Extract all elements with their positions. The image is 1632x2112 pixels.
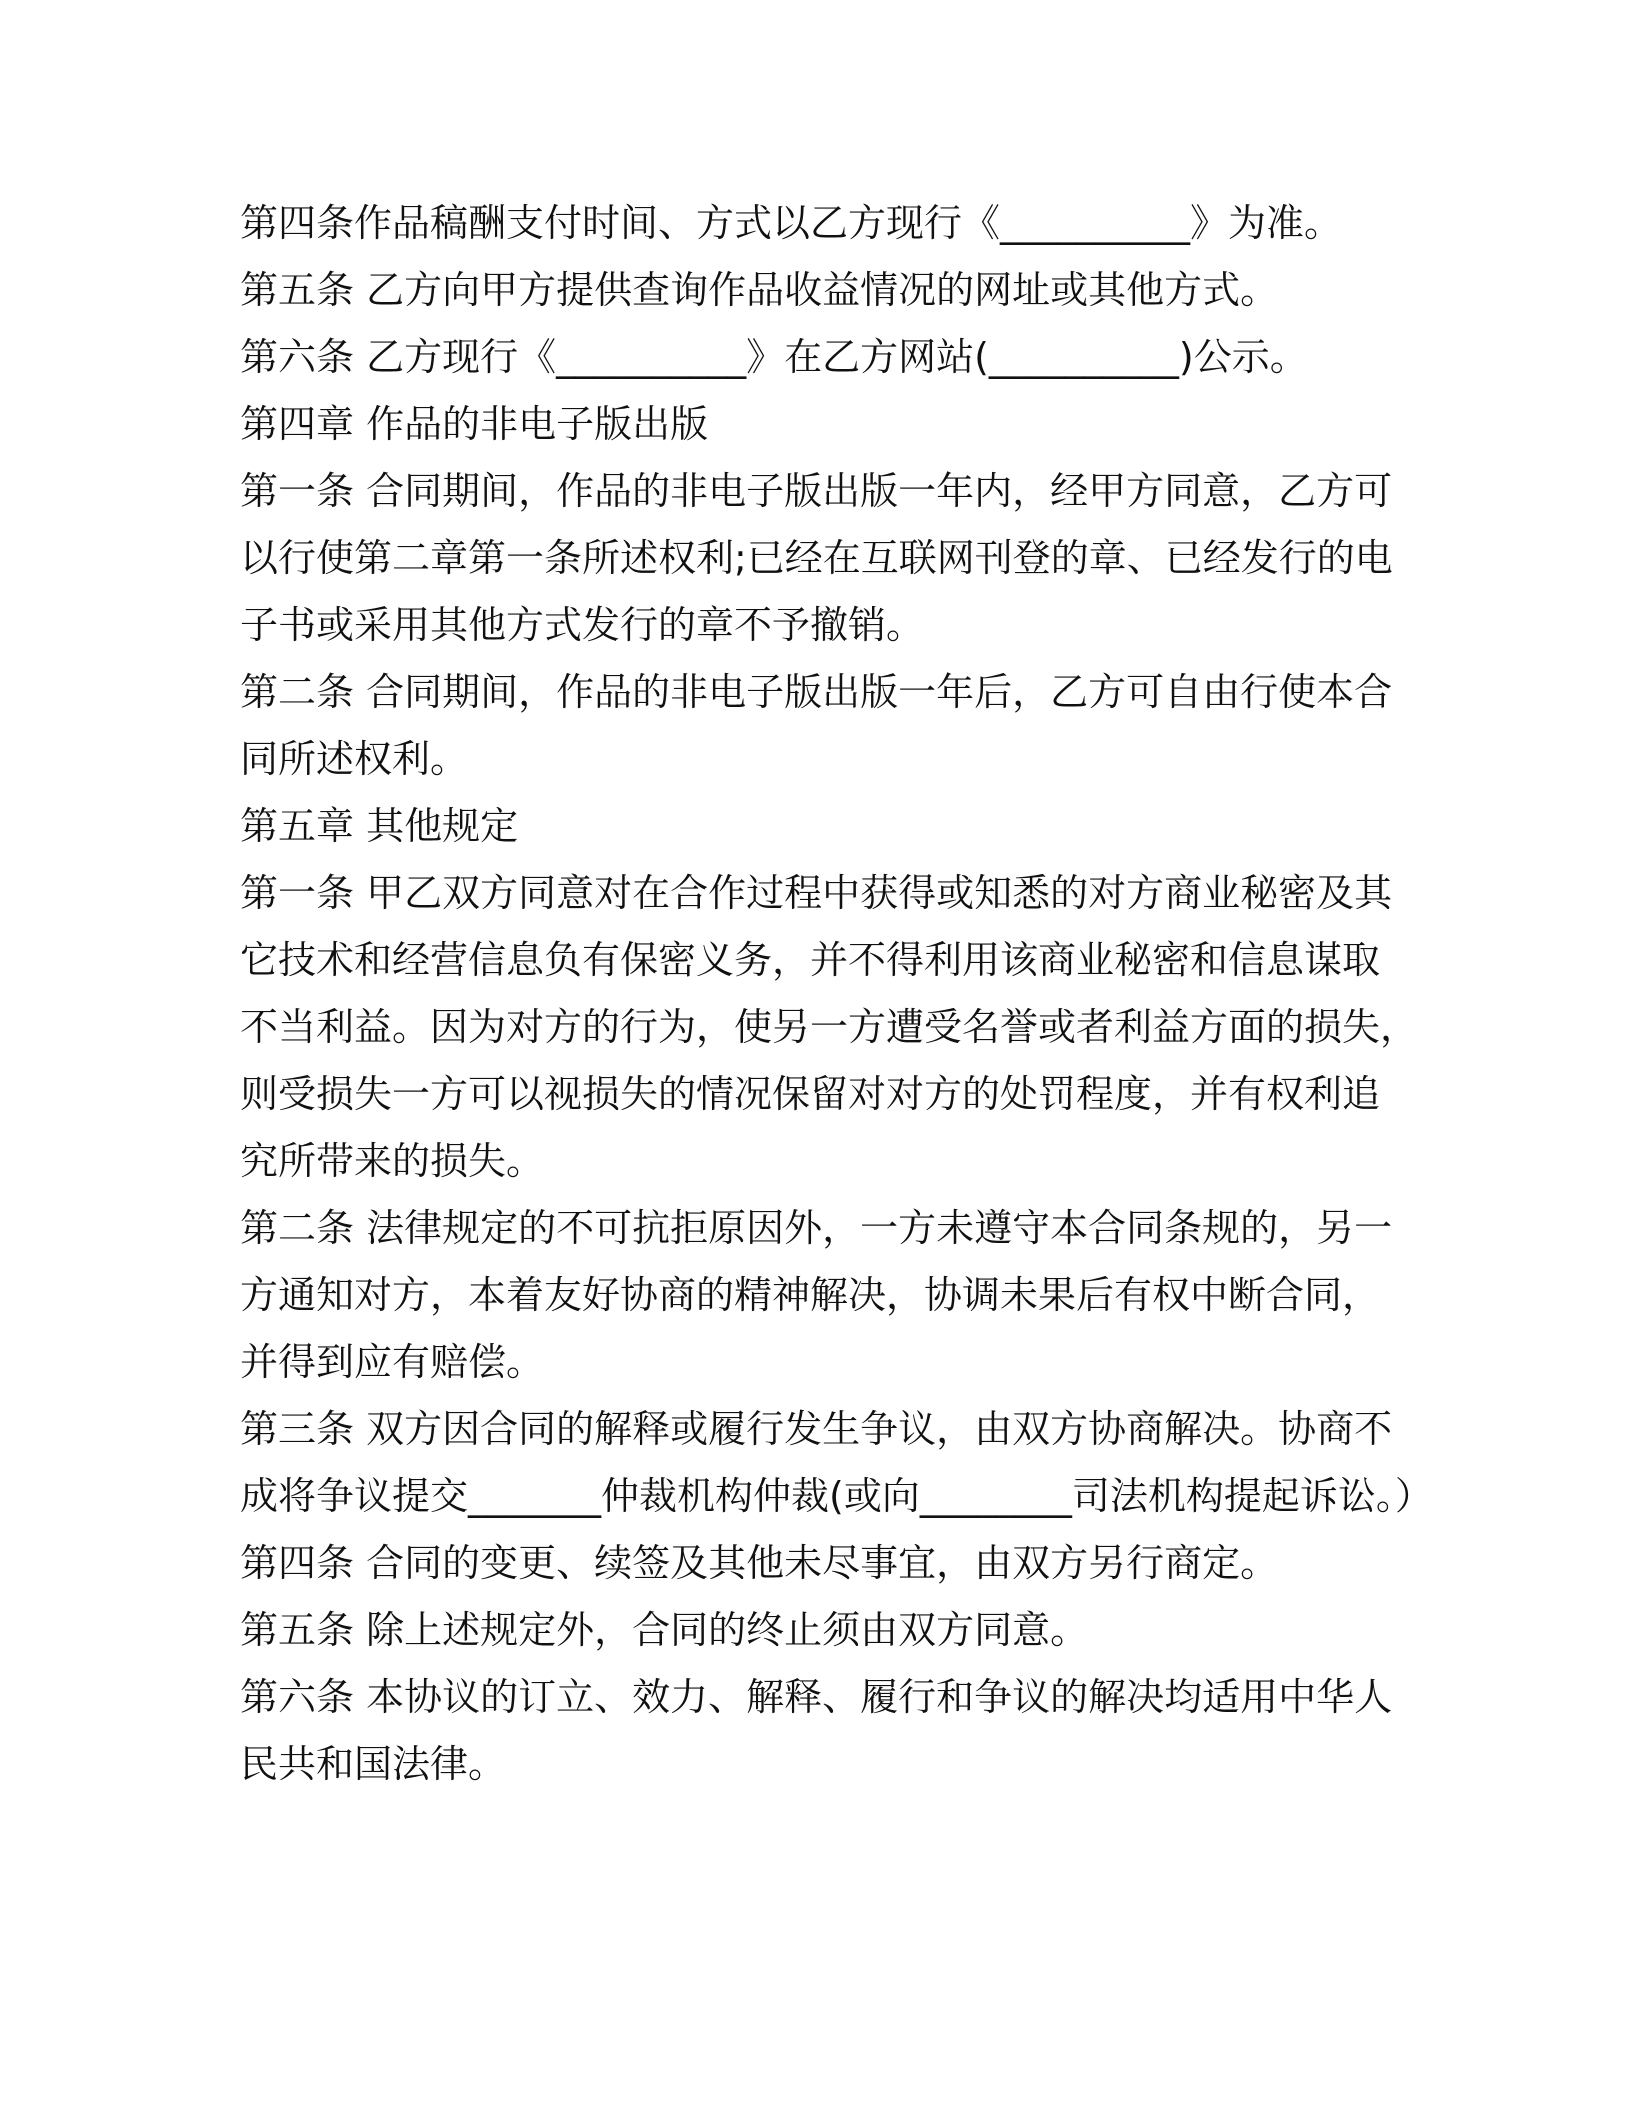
clause-line: 究所带来的损失。: [240, 1139, 545, 1183]
clause-line: 方通知对方，本着友好协商的精神解决，协调未果后有权中断合同，: [240, 1273, 1381, 1317]
clause-line: 第六条 乙方现行《__________》在乙方网站(__________)公示。: [240, 335, 1308, 379]
clause-line: 同所述权利。: [240, 737, 469, 781]
clause-line: 第五条 乙方向甲方提供查询作品收益情况的网址或其他方式。: [240, 268, 1279, 312]
clause-line: 第六条 本协议的订立、效力、解释、履行和争议的解决均适用中华人: [240, 1675, 1393, 1719]
clause-line: 第三条 双方因合同的解释或履行发生争议，由双方协商解决。协商不: [240, 1407, 1393, 1451]
clause-line: 并得到应有赔偿。: [240, 1340, 545, 1384]
document-body: [240, 190, 1433, 1798]
clause-line: 以行使第二章第一条所述权利;已经在互联网刊登的章、已经发行的电: [240, 536, 1393, 580]
clause-line: 第二条 合同期间，作品的非电子版出版一年后，乙方可自由行使本合: [240, 670, 1393, 714]
clause-line: 它技术和经营信息负有保密义务，并不得利用该商业秘密和信息谋取: [240, 938, 1381, 982]
clause-line: 成将争议提交_______仲裁机构仲裁(或向________司法机构提起诉讼。）: [240, 1474, 1433, 1518]
clause-line: 第四条 合同的变更、续签及其他未尽事宜，由双方另行商定。: [240, 1541, 1279, 1585]
clause-line: 第一条 甲乙双方同意对在合作过程中获得或知悉的对方商业秘密及其: [240, 871, 1393, 915]
clause-line: 则受损失一方可以视损失的情况保留对对方的处罚程度，并有权利追: [240, 1072, 1381, 1116]
clause-line: 第四条作品稿酬支付时间、方式以乙方现行《__________》为准。: [240, 201, 1343, 245]
clause-line: 民共和国法律。: [240, 1742, 507, 1786]
clause-line: 第二条 法律规定的不可抗拒原因外，一方未遵守本合同条规的，另一: [240, 1206, 1393, 1250]
clause-line: 子书或采用其他方式发行的章不予撤销。: [240, 603, 925, 647]
clause-line: 第一条 合同期间，作品的非电子版出版一年内，经甲方同意，乙方可: [240, 469, 1393, 513]
clause-line: 不当利益。因为对方的行为，使另一方遭受名誉或者利益方面的损失，: [240, 1005, 1419, 1049]
chapter-heading: 第五章 其他规定: [240, 804, 519, 848]
chapter-heading: 第四章 作品的非电子版出版: [240, 402, 709, 446]
clause-line: 第五条 除上述规定外，合同的终止须由双方同意。: [240, 1608, 1089, 1652]
